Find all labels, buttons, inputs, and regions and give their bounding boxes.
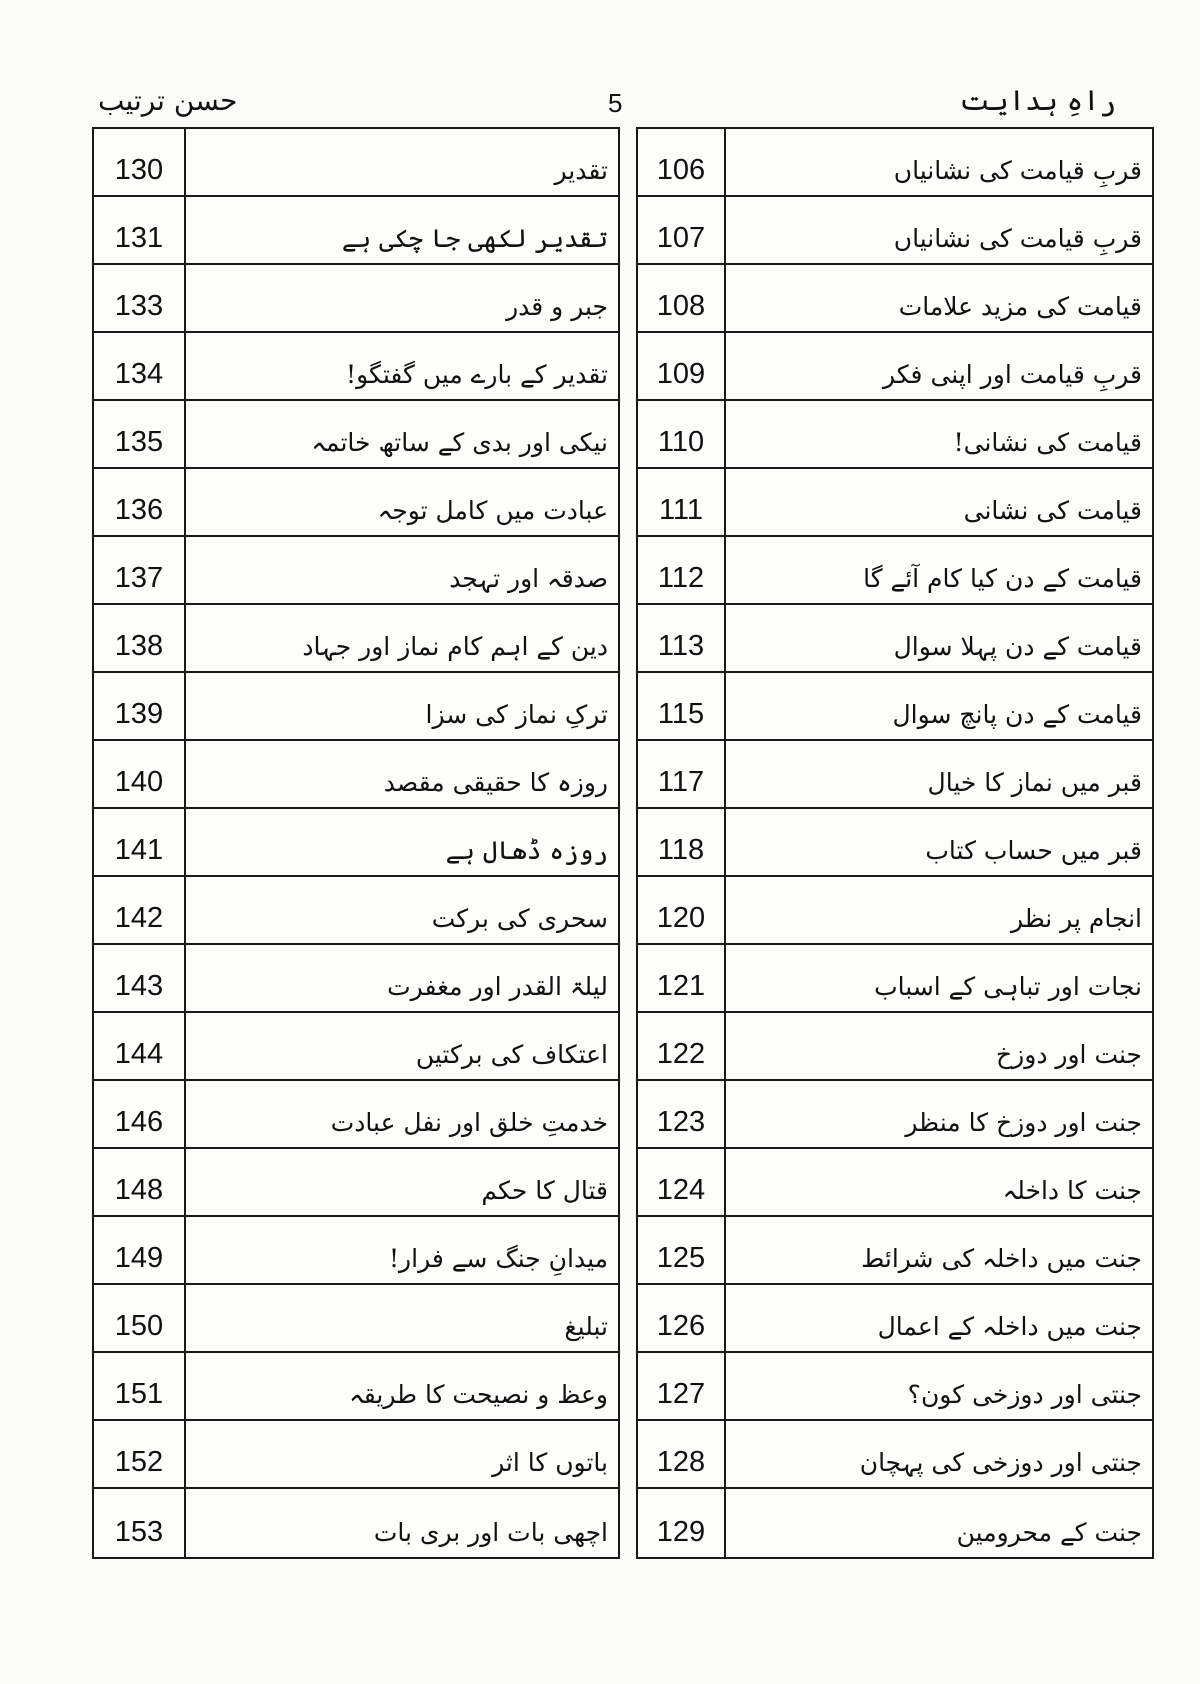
toc-row [638, 877, 1152, 945]
toc-row [638, 605, 1152, 673]
toc-page-number: 126 [638, 1285, 726, 1351]
toc-row [638, 741, 1152, 809]
toc-page-number: 121 [638, 945, 726, 1011]
toc-page-number: 108 [638, 265, 726, 331]
toc-page-number: 150 [94, 1285, 186, 1351]
toc-page-number: 131 [94, 197, 186, 263]
toc-page-number: 134 [94, 333, 186, 399]
toc-row [638, 401, 1152, 469]
toc-entry-title: جنتی اور دوزخی کی پہچان [859, 1448, 1142, 1477]
toc-entry-title: عبادت میں کامل توجہ [377, 496, 608, 525]
toc-entry-title: قیامت کے دن کیا کام آئے گا [863, 564, 1142, 593]
toc-entry-title: قیامت کی نشانی! [953, 428, 1142, 457]
section-title: حسن ترتیب [98, 84, 238, 117]
toc-row [94, 605, 618, 673]
toc-row [94, 401, 618, 469]
toc-row [94, 1285, 618, 1353]
toc-row [94, 537, 618, 605]
toc-page-number: 120 [638, 877, 726, 943]
toc-row [94, 1489, 618, 1557]
toc-row [94, 1353, 618, 1421]
toc-row [94, 1421, 618, 1489]
toc-entry-title: قربِ قیامت اور اپنی فکر [882, 360, 1142, 389]
toc-entry-title: جنت میں داخلہ کی شرائط [861, 1244, 1142, 1273]
toc-row [638, 1217, 1152, 1285]
toc-row [94, 1081, 618, 1149]
toc-page-number: 144 [94, 1013, 186, 1079]
toc-row [94, 333, 618, 401]
toc-entry-title: سحری کی برکت [431, 904, 608, 933]
toc-page-number: 117 [638, 741, 726, 807]
toc-entry-title: قیامت کی مزید علامات [898, 292, 1142, 321]
toc-page-number: 136 [94, 469, 186, 535]
toc-entry-title: جنتی اور دوزخی کون؟ [907, 1380, 1142, 1409]
toc-page-number: 113 [638, 605, 726, 671]
toc-page-number: 146 [94, 1081, 186, 1147]
toc-entry-title: قبر میں حساب کتاب [925, 836, 1142, 865]
toc-entry-title: روزہ کا حقیقی مقصد [383, 768, 608, 797]
toc-page-number: 110 [638, 401, 726, 467]
toc-page-number: 135 [94, 401, 186, 467]
toc-entry-title: اعتکاف کی برکتیں [415, 1040, 608, 1069]
toc-row [638, 265, 1152, 333]
toc-entry-title: نجات اور تباہی کے اسباب [874, 972, 1142, 1001]
toc-page-number: 149 [94, 1217, 186, 1283]
toc-row [638, 129, 1152, 197]
toc-row [638, 469, 1152, 537]
toc-entry-title: تقدیر کے بارے میں گفتگو! [346, 360, 608, 389]
toc-row [94, 1149, 618, 1217]
toc-row [638, 1285, 1152, 1353]
toc-entry-title: میدانِ جنگ سے فرار! [389, 1244, 608, 1273]
toc-page-number: 106 [638, 129, 726, 195]
toc-row [94, 877, 618, 945]
toc-page-number: 124 [638, 1149, 726, 1215]
toc-entry-title: دین کے اہم کام نماز اور جہاد [302, 632, 608, 661]
toc-page-number: 118 [638, 809, 726, 875]
toc-entry-title: روزہ ڈھال ہے [445, 836, 608, 865]
toc-entry-title: جنت کا داخلہ [1002, 1176, 1142, 1205]
toc-page-number: 143 [94, 945, 186, 1011]
toc-page-number: 152 [94, 1421, 186, 1487]
toc-page-number: 107 [638, 197, 726, 263]
toc-page-number: 109 [638, 333, 726, 399]
toc-entry-title: تقدیر [554, 156, 608, 185]
toc-entry-title: جنت اور دوزخ [996, 1040, 1142, 1069]
toc-entry-title: قتال کا حکم [481, 1176, 608, 1205]
toc-row [638, 1489, 1152, 1557]
toc-row [638, 197, 1152, 265]
toc-entry-title: جبر و قدر [506, 292, 608, 321]
toc-entry-title: باتوں کا اثر [492, 1448, 608, 1477]
toc-page-number: 137 [94, 537, 186, 603]
toc-entry-title: انجام پر نظر [1010, 904, 1142, 933]
toc-row [638, 333, 1152, 401]
toc-row [638, 809, 1152, 877]
toc-entry-title: جنت میں داخلہ کے اعمال [877, 1312, 1142, 1341]
toc-row [94, 809, 618, 877]
toc-page-number: 139 [94, 673, 186, 739]
toc-row [638, 673, 1152, 741]
book-title: راہِ ہدایت [959, 84, 1116, 117]
toc-page-number: 148 [94, 1149, 186, 1215]
toc-entry-title: وعظ و نصیحت کا طریقہ [349, 1380, 608, 1409]
toc-table-left [92, 127, 620, 1559]
toc-row [638, 1149, 1152, 1217]
toc-row [94, 129, 618, 197]
toc-entry-title: صدقہ اور تہجد [449, 564, 608, 593]
page-number: 5 [608, 88, 623, 118]
toc-entry-title: تقدیر لکھی جا چکی ہے [341, 224, 608, 253]
toc-page-number: 112 [638, 537, 726, 603]
toc-page-number: 151 [94, 1353, 186, 1419]
toc-entry-title: قیامت کے دن پانچ سوال [892, 700, 1142, 729]
toc-page-number: 142 [94, 877, 186, 943]
page-header [0, 84, 1200, 128]
toc-entry-title: اچھی بات اور بری بات [373, 1518, 608, 1547]
toc-row [638, 1421, 1152, 1489]
toc-row [94, 741, 618, 809]
toc-entry-title: قبر میں نماز کا خیال [927, 768, 1142, 797]
toc-entry-title: قیامت کی نشانی [963, 496, 1142, 525]
toc-page-number: 115 [638, 673, 726, 739]
toc-page-number: 111 [638, 469, 726, 535]
toc-table-right [636, 127, 1154, 1559]
toc-row [94, 197, 618, 265]
toc-row [94, 469, 618, 537]
toc-entry-title: قربِ قیامت کی نشانیاں [893, 224, 1142, 253]
toc-entry-title: تبلیغ [564, 1312, 608, 1341]
toc-page-number: 130 [94, 129, 186, 195]
toc-page-number: 127 [638, 1353, 726, 1419]
toc-row [94, 1013, 618, 1081]
toc-row [94, 945, 618, 1013]
toc-page-number: 123 [638, 1081, 726, 1147]
toc-row [638, 1353, 1152, 1421]
toc-entry-title: قربِ قیامت کی نشانیاں [893, 156, 1142, 185]
toc-row [638, 945, 1152, 1013]
toc-page-number: 141 [94, 809, 186, 875]
toc-entry-title: قیامت کے دن پہلا سوال [893, 632, 1142, 661]
toc-row [94, 673, 618, 741]
toc-row [638, 537, 1152, 605]
toc-page-number: 122 [638, 1013, 726, 1079]
toc-page-number: 129 [638, 1489, 726, 1557]
toc-page-number: 140 [94, 741, 186, 807]
toc-page-number: 128 [638, 1421, 726, 1487]
toc-entry-title: نیکی اور بدی کے ساتھ خاتمہ [311, 428, 608, 457]
toc-row [638, 1081, 1152, 1149]
toc-entry-title: جنت کے محرومین [956, 1518, 1142, 1547]
toc-row [638, 1013, 1152, 1081]
toc-row [94, 265, 618, 333]
toc-entry-title: جنت اور دوزخ کا منظر [905, 1108, 1142, 1137]
toc-page-number: 125 [638, 1217, 726, 1283]
toc-entry-title: لیلۃ القدر اور مغفرت [387, 972, 608, 1001]
toc-page-number: 153 [94, 1489, 186, 1557]
toc-row [94, 1217, 618, 1285]
toc-page-number: 133 [94, 265, 186, 331]
toc-entry-title: خدمتِ خلق اور نفل عبادت [330, 1108, 608, 1137]
toc-entry-title: ترکِ نماز کی سزا [425, 700, 608, 729]
toc-page-number: 138 [94, 605, 186, 671]
